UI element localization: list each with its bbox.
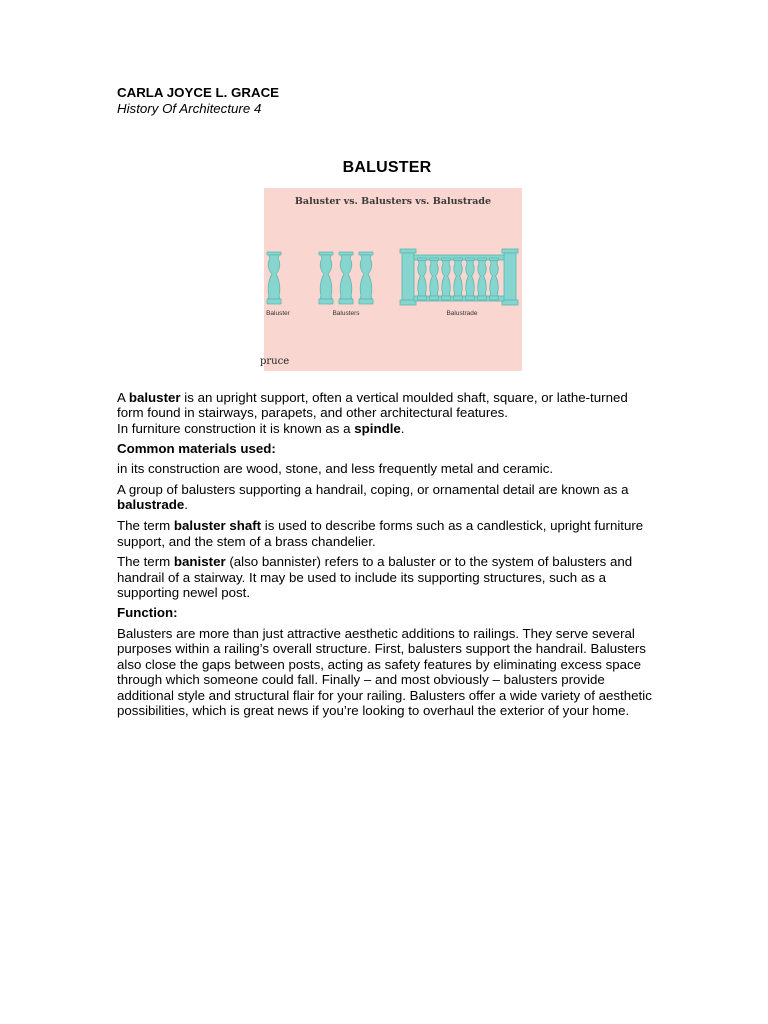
label-balusters: Balusters [332,309,360,317]
figure-heading: Baluster vs. Balusters vs. Balustrade [294,195,492,207]
paragraph-materials: in its construction are wood, stone, and less frequently metal and ceramic. [117,461,554,477]
text-run: A group of balusters supporting a handrail, coping, or ornamental detail are known as a [117,481,629,497]
term-baluster: baluster [128,389,181,405]
document-page [117,85,657,719]
text-run: is used to describe forms such as a candlestick, upright furniture support, and the stem of a brass chandelier. [117,517,644,549]
paragraph-balustrade [117,482,657,513]
text-run: . [184,497,188,513]
paragraph-banister [117,554,657,601]
paragraph-definition [117,390,657,437]
heading-materials: Common materials used: [117,440,276,456]
source-watermark-fragment: pruce [260,355,290,367]
paragraph-function: Balusters are more than just attractive aesthetic additions to railings. They serve several purposes within a railing’s overall structure. First, balusters support the handrail. Balusters also close the gaps between posts, acting as safety features by eliminating excess space through which someone could fall. Finally – and most obviously – balusters provide additional style and structural flair for your railing. Balusters offer a wide variety of aesthetic possibilities, which is great news if you’re looking to overhaul the exterior of your home. [117,625,652,719]
text-run: . [400,420,405,436]
text-run: The term [117,554,174,570]
balustrade [400,249,518,305]
heading-function: Function: [117,604,178,620]
balusters-group-1 [319,252,333,304]
label-balustrade: Balustrade [446,309,478,317]
course-name: History Of Architecture 4 [117,100,262,116]
term-baluster-shaft: baluster shaft [173,517,262,533]
balusters-group-3 [359,252,373,304]
single-baluster [267,252,281,304]
text-run: The term [117,517,174,533]
text-run: In furniture construction it is known as a [117,420,355,436]
term-banister: banister [173,554,226,570]
term-spindle: spindle [354,420,401,436]
label-baluster: Baluster [266,309,290,317]
balusters-group-2 [339,252,353,304]
baluster-figure [260,188,522,371]
paragraph-baluster-shaft [117,518,657,549]
text-run: A [117,389,129,405]
term-balustrade: balustrade [117,497,185,513]
page-title: BALUSTER [342,159,432,177]
baluster-illustration [260,188,522,371]
text-run: (also bannister) refers to a baluster or to the system of balusters and handrail of a stairway. It may be used to include its supporting structures, such as a supporting newel post. [117,554,633,601]
text-run: is an upright support, often a vertical moulded shaft, square, or lathe-turned form found in stairways, parapets, and other architectural features. [117,389,628,421]
author-name: CARLA JOYCE L. GRACE [117,85,280,100]
